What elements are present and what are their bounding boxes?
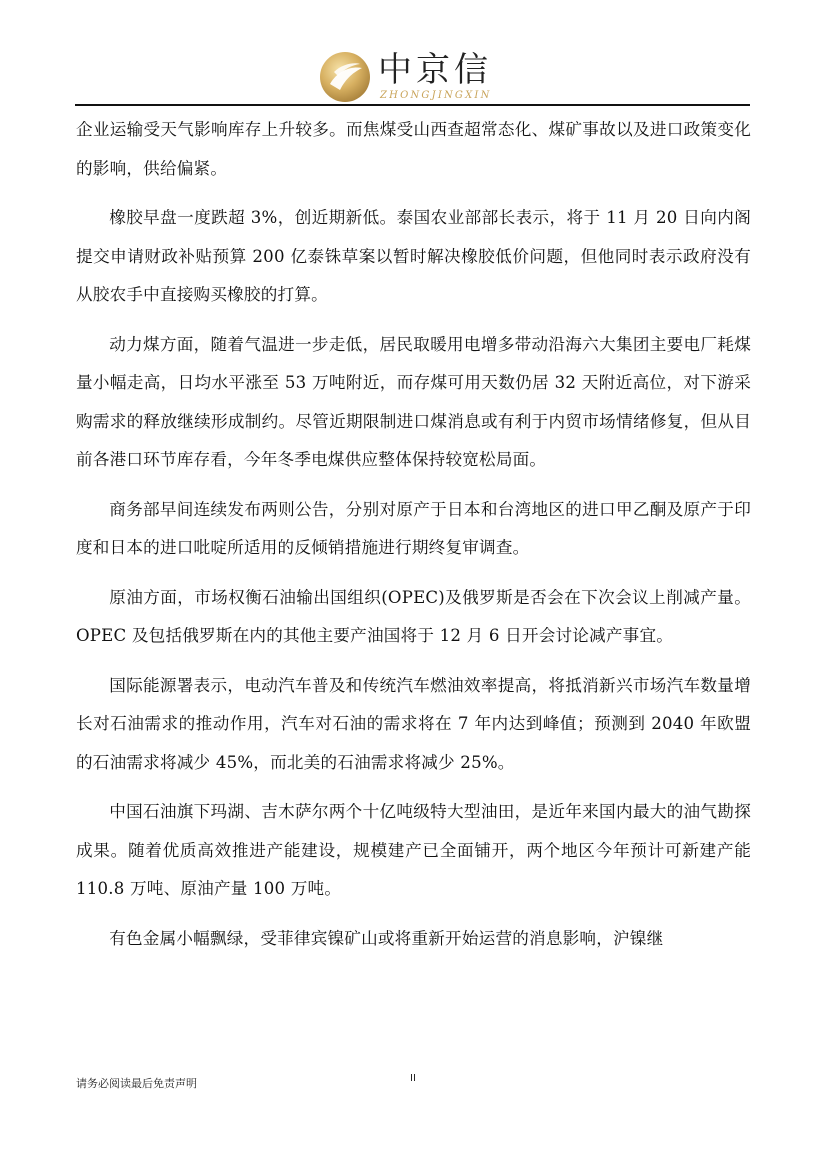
paragraph-crude-oil: 原油方面，市场权衡石油输出国组织(OPEC)及俄罗斯是否会在下次会议上削减产量。OPEC 及包括俄罗斯在内的其他主要产油国将于 12 月 6 日开会讨论减产事宜。 (76, 587, 751, 645)
header-divider (75, 104, 750, 106)
footer-disclaimer: 请务必阅读最后免责声明 (76, 1077, 197, 1090)
paragraph-rubber: 橡胶早盘一度跌超 3%，创近期新低。泰国农业部部长表示，将于 11 月 20 日向内阁提交申请财政补贴预算 200 亿泰铢草案以暂时解决橡胶低价问题，但他同时表示政府没有从胶农手中直接购买橡胶的打算。 (76, 208, 751, 304)
paragraph-coal-transport: 企业运输受天气影响库存上升较多。而焦煤受山西查超常态化、煤矿事故以及进口政策变化的影响，供给偏紧。 (76, 120, 751, 178)
document-body (76, 111, 751, 969)
page-header (0, 0, 827, 108)
paragraph-petrochina: 中国石油旗下玛湖、吉木萨尔两个十亿吨级特大型油田，是近年来国内最大的油气勘探成果。随着优质高效推进产能建设，规模建产已全面铺开，两个地区今年预计可新建产能 110.8 万吨、原油产量 100 万吨。 (76, 802, 751, 898)
paragraph-mofcom-announcement: 商务部早间连续发布两则公告，分别对原产于日本和台湾地区的进口甲乙酮及原产于印度和日本的进口吡啶所适用的反倾销措施进行期终复审调查。 (76, 499, 751, 557)
logo-name-text: 中京信 (378, 50, 492, 90)
paragraph-nonferrous: 有色金属小幅飘绿，受菲律宾镍矿山或将重新开始运营的消息影响，沪镍继 (109, 928, 664, 948)
company-logo (318, 50, 518, 106)
logo-emblem-icon (318, 50, 372, 104)
logo-pinyin-text: ZHONGJINGXIN (380, 90, 492, 101)
page-number: II (410, 1073, 416, 1084)
paragraph-thermal-coal: 动力煤方面，随着气温进一步走低，居民取暖用电增多带动沿海六大集团主要电厂耗煤量小幅走高，日均水平涨至 53 万吨附近，而存煤可用天数仍居 32 天附近高位，对下游采购需求的释放继续形成制约。尽管近期限制进口煤消息或有利于内贸市场情绪修复，但从目前各港口环节库存看，今年冬季电煤供应整体保持较宽松局面。 (76, 334, 751, 469)
paragraph-iea: 国际能源署表示，电动汽车普及和传统汽车燃油效率提高，将抵消新兴市场汽车数量增长对石油需求的推动作用，汽车对石油的需求将在 7 年内达到峰值；预测到 2040 年欧盟的石油需求将减少 45%，而北美的石油需求将减少 25%。 (76, 675, 751, 772)
